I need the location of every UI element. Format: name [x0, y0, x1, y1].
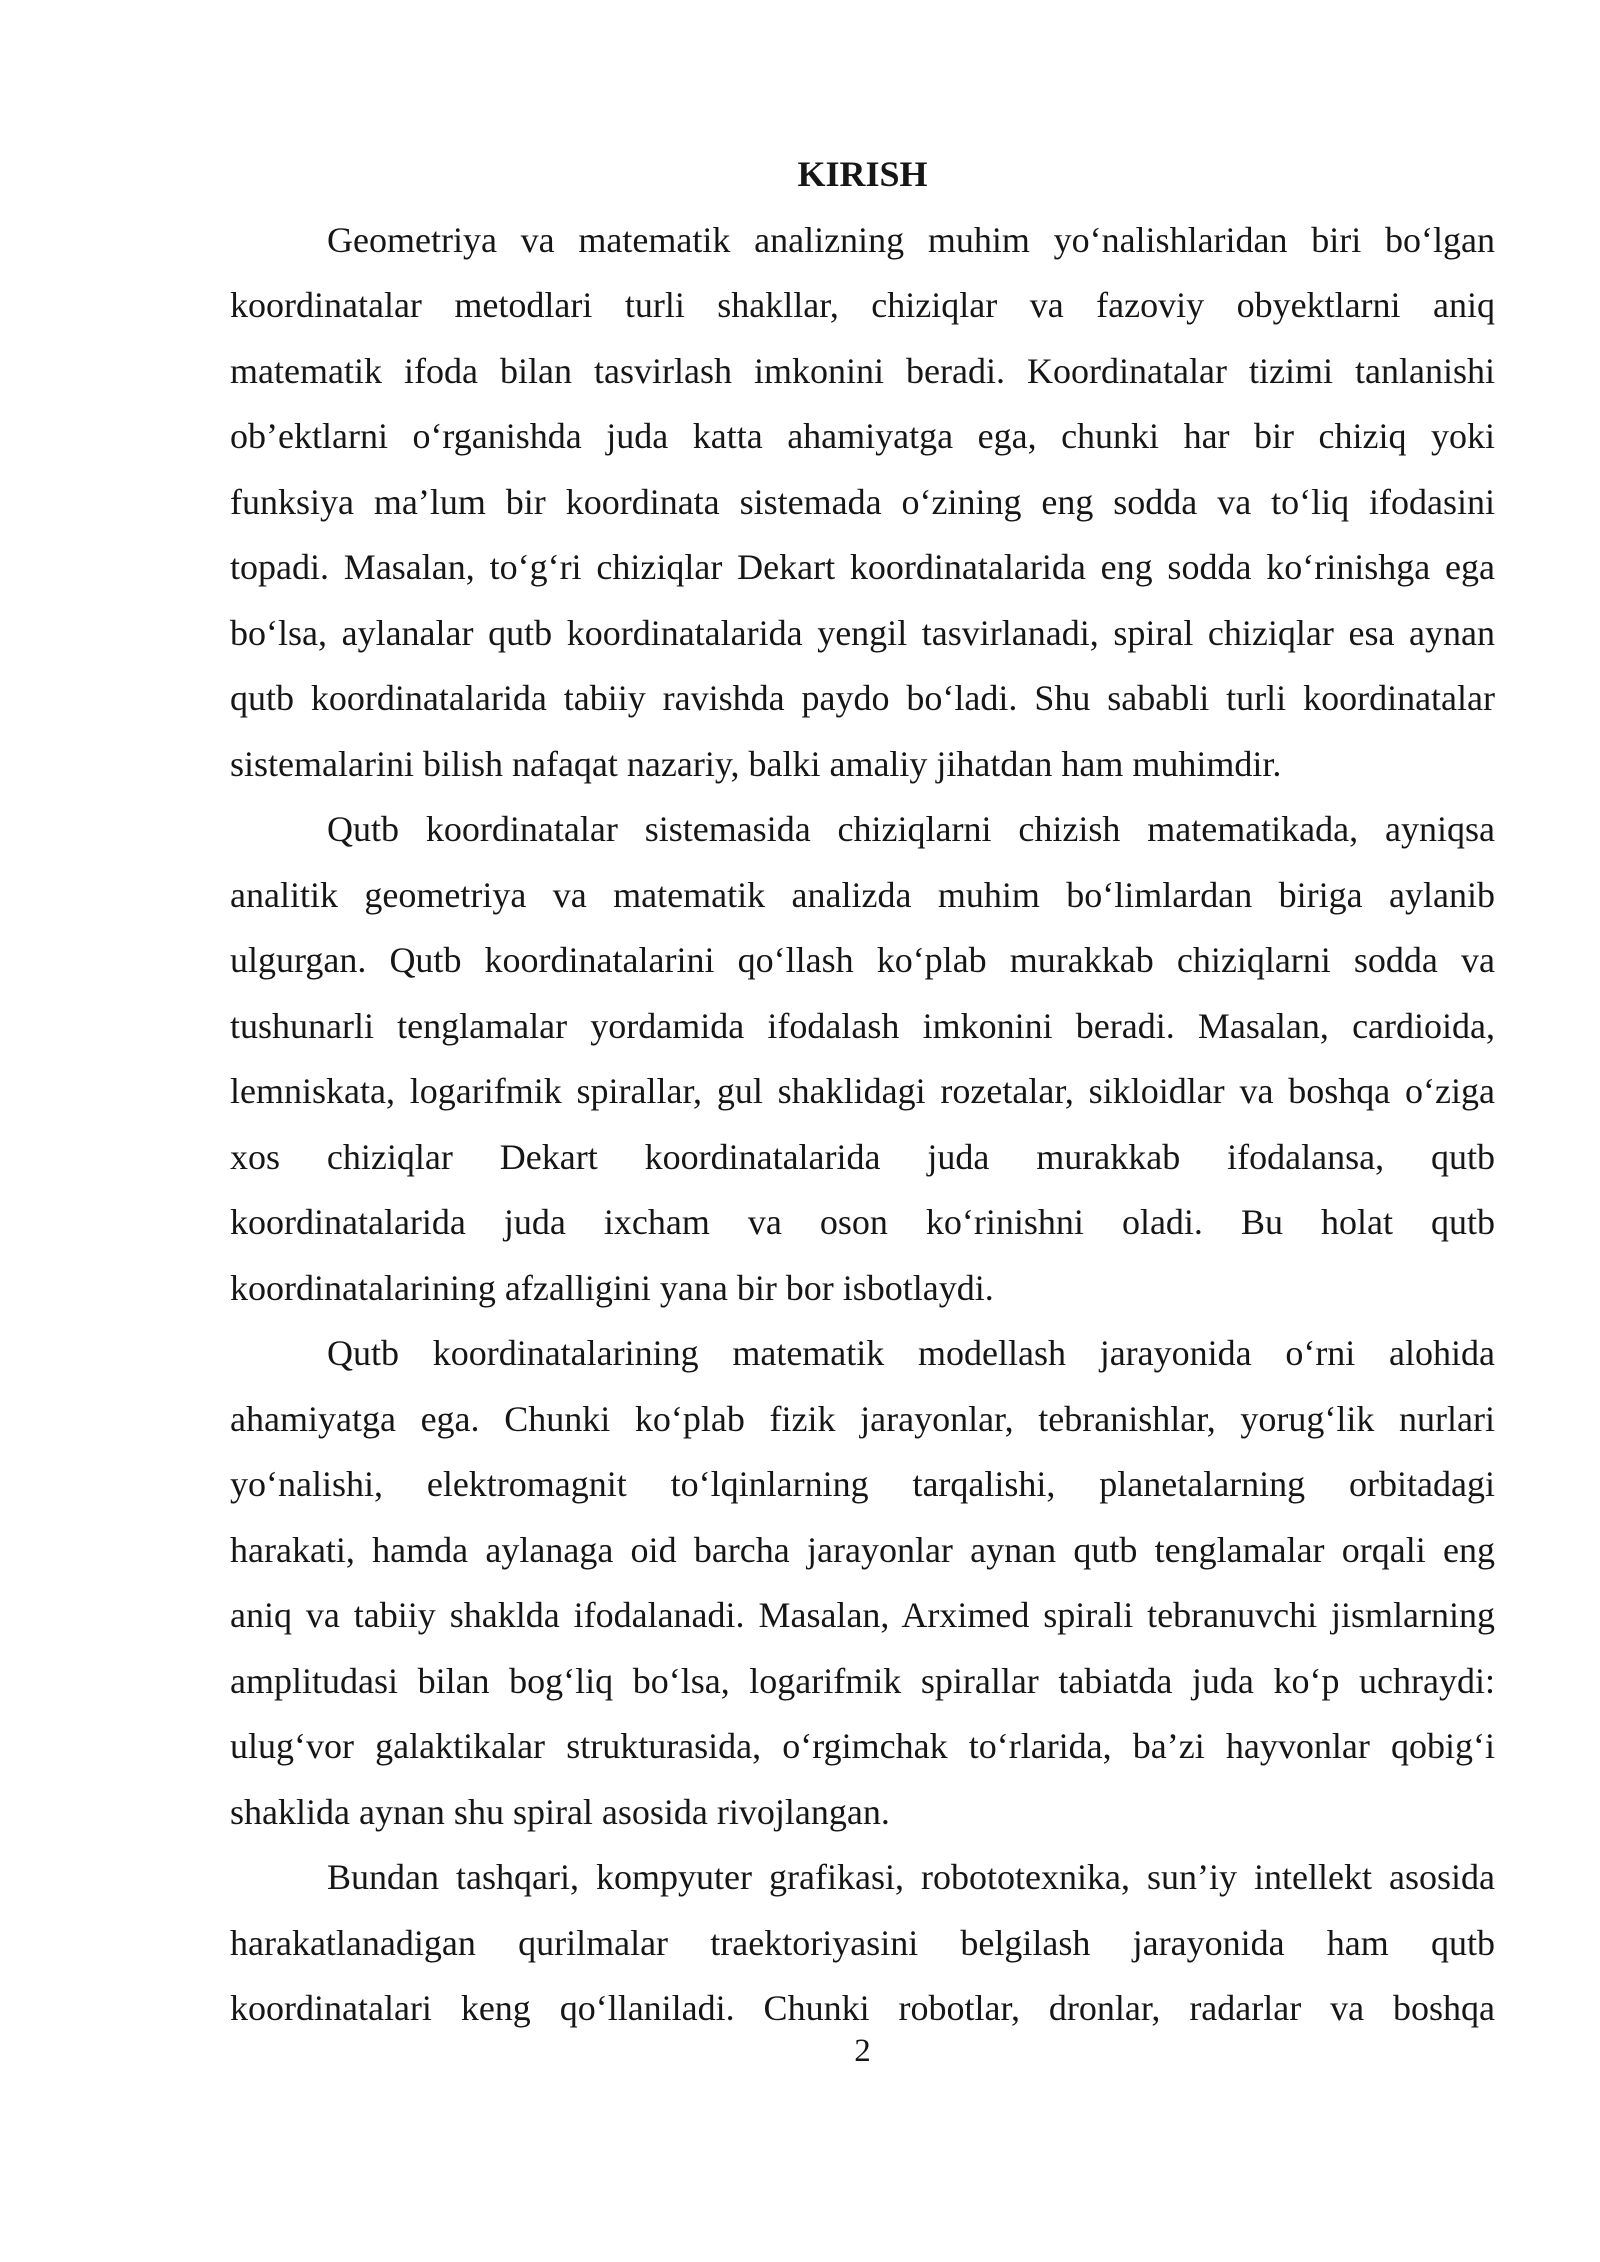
text-line: koordinatalarining afzalligini yana bir bor isbotlaydi.: [230, 1267, 994, 1308]
text-line: xos chiziqlar Dekart koordinatalarida juda murakkab ifodalansa, qutb: [230, 1136, 1495, 1177]
paragraph-3: [230, 1321, 1495, 1845]
text-line: amplitudasi bilan bog‘liq bo‘lsa, logarifmik spirallar tabiatda juda ko‘p uchraydi:: [230, 1660, 1495, 1701]
text-line: koordinatalarida juda ixcham va oson ko‘rinishni oladi. Bu holat qutb: [230, 1202, 1495, 1242]
text-line: lemniskata, logarifmik spirallar, gul shaklidagi rozetalar, sikloidlar va boshqa o‘ziga: [230, 1071, 1495, 1111]
text-line: Qutb koordinatalar sistemasida chiziqlarni chizish matematikada, ayniqsa: [327, 809, 1495, 849]
text-line: bo‘lsa, aylanalar qutb koordinatalarida yengil tasvirlanadi, spiral chiziqlar esa aynan: [230, 612, 1495, 653]
paragraph-2: [230, 797, 1495, 1321]
text-line: tushunarli tenglamalar yordamida ifodalash imkonini beradi. Masalan, cardioida,: [230, 1005, 1495, 1046]
text-line: ulug‘vor galaktikalar strukturasida, o‘rgimchak to‘rlarida, ba’zi hayvonlar qobig‘i: [230, 1726, 1495, 1766]
text-line: topadi. Masalan, to‘g‘ri chiziqlar Dekart koordinatalarida eng sodda ko‘rinishga ega: [230, 547, 1495, 587]
text-line: harakati, hamda aylanaga oid barcha jarayonlar aynan qutb tenglamalar orqali eng: [230, 1529, 1495, 1570]
text-line: ahamiyatga ega. Chunki ko‘plab fizik jarayonlar, tebranishlar, yorug‘lik nurlari: [230, 1398, 1495, 1439]
text-line: matematik ifoda bilan tasvirlash imkonini beradi. Koordinatalar tizimi tanlanishi: [230, 350, 1495, 391]
text-line: funksiya ma’lum bir koordinata sistemada o‘zining eng sodda va to‘liq ifodasini: [230, 481, 1495, 522]
text-line: ob’ektlarni o‘rganishda juda katta ahamiyatga ega, chunki har bir chiziq yoki: [230, 416, 1495, 456]
text-line: aniq va tabiiy shaklda ifodalanadi. Masalan, Arximed spirali tebranuvchi jismlarning: [230, 1595, 1495, 1635]
paragraph-1: [230, 208, 1495, 798]
text-line: Qutb koordinatalarining matematik modellash jarayonida o‘rni alohida: [327, 1333, 1495, 1373]
text-line: sistemalarini bilish nafaqat nazariy, balki amaliy jihatdan ham muhimdir.: [230, 743, 1282, 784]
text-line: Bundan tashqari, kompyuter grafikasi, robototexnika, sun’iy intellekt asosida: [327, 1857, 1495, 1897]
text-line: qutb koordinatalarida tabiiy ravishda paydo bo‘ladi. Shu sababli turli koordinatalar: [230, 678, 1495, 718]
text-line: ulgurgan. Qutb koordinatalarini qo‘llash ko‘plab murakkab chiziqlarni sodda va: [230, 940, 1495, 980]
paragraph-4: [230, 1845, 1495, 2042]
text-line: shaklida aynan shu spiral asosida rivojlangan.: [230, 1791, 890, 1832]
text-body: [230, 142, 1495, 2042]
text-line: yo‘nalishi, elektromagnit to‘lqinlarning tarqalishi, planetalarning orbitadagi: [230, 1464, 1495, 1504]
section-title: KIRISH: [797, 154, 928, 194]
text-line: koordinatalari keng qo‘llaniladi. Chunki robotlar, dronlar, radarlar va boshqa: [230, 1988, 1495, 2028]
text-line: harakatlanadigan qurilmalar traektoriyasini belgilash jarayonida ham qutb: [230, 1922, 1495, 1963]
text-line: Geometriya va matematik analizning muhim yo‘nalishlaridan biri bo‘lgan: [327, 219, 1495, 260]
text-line: koordinatalar metodlari turli shakllar, chiziqlar va fazoviy obyektlarni aniq: [230, 285, 1495, 325]
page-number: 2: [854, 2033, 871, 2069]
text-line: analitik geometriya va matematik analizda muhim bo‘limlardan biriga aylanib: [230, 874, 1495, 915]
